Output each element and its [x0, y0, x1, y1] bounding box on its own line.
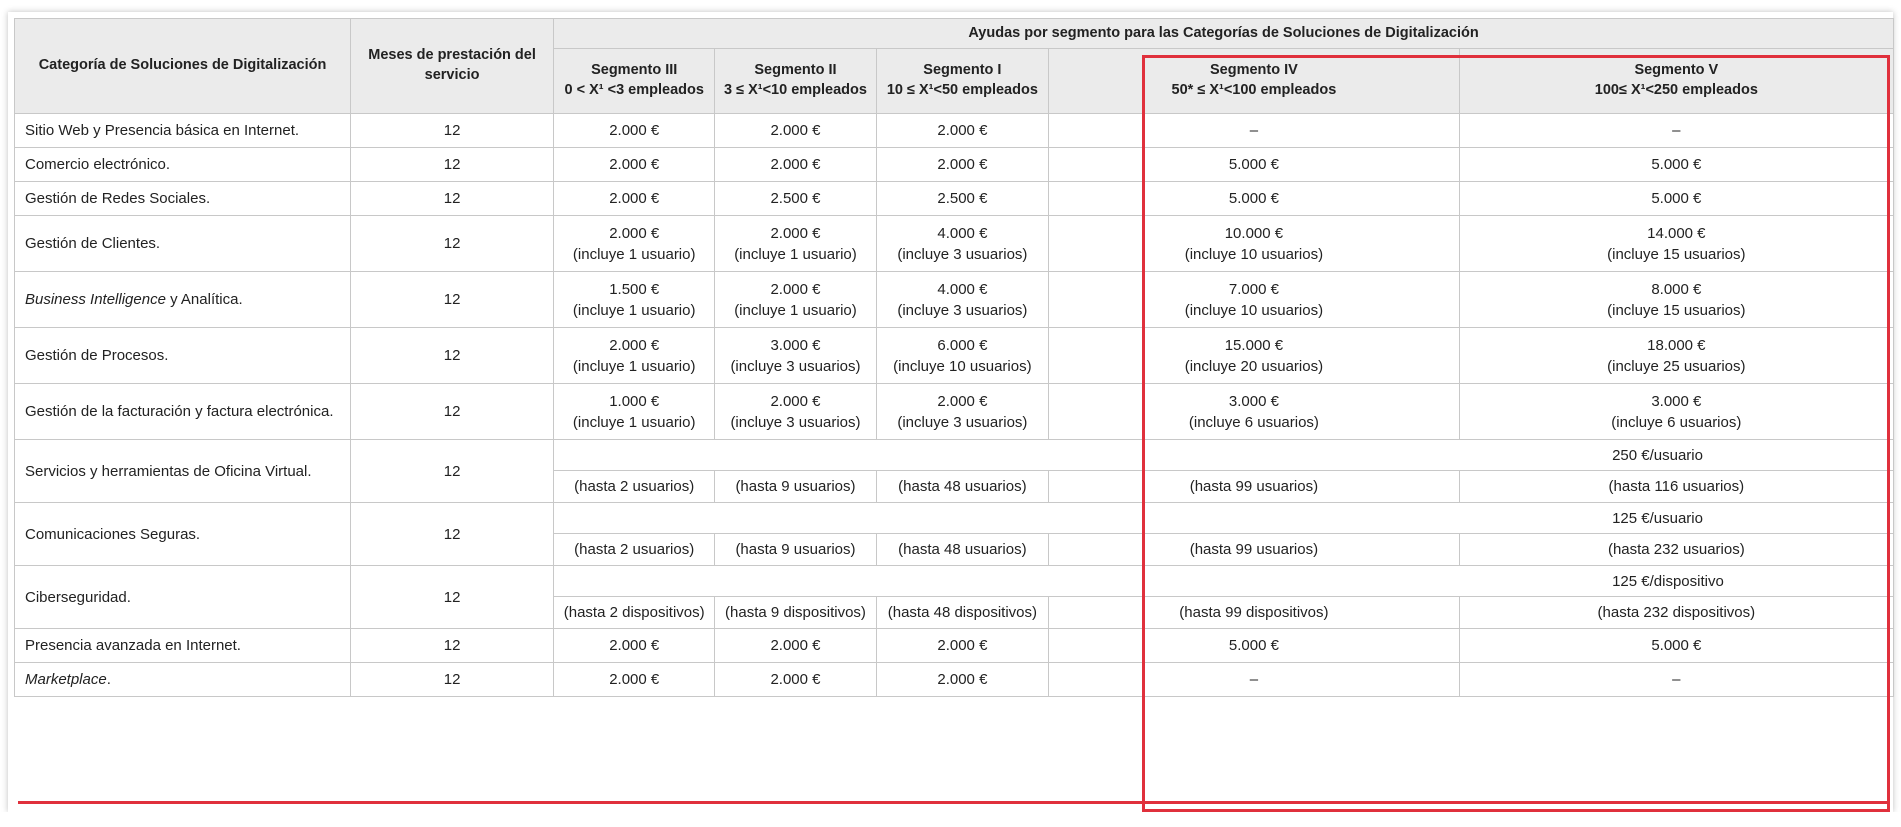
- segment-name: Segmento IV: [1210, 62, 1298, 79]
- segment-ii-cell: 2.000 €: [715, 663, 876, 697]
- includes-note: (incluye 3 usuarios): [730, 357, 861, 375]
- includes-note: (incluye 1 usuario): [734, 245, 857, 263]
- amount: 7.000 €: [1228, 280, 1279, 298]
- segment-v-cell: –: [1459, 114, 1893, 148]
- months-cell: 12: [351, 503, 554, 566]
- includes-note: (incluye 1 usuario): [734, 301, 857, 319]
- category-cell: [15, 663, 351, 697]
- segment-v-cell: (hasta 116 usuarios): [1459, 471, 1893, 503]
- segment-iv-cell: –: [1049, 663, 1460, 697]
- months-cell: 12: [351, 440, 554, 503]
- segment-iii-cell: 2.000 €: [554, 629, 715, 663]
- includes-note: (incluye 3 usuarios): [897, 413, 1028, 431]
- amount: 2.000 €: [937, 392, 988, 410]
- amount: 8.000 €: [1651, 280, 1702, 298]
- category-cell: Presencia avanzada en Internet.: [15, 629, 351, 663]
- segment-v-cell: [1459, 216, 1893, 272]
- segment-iii-cell: 2.000 €: [554, 114, 715, 148]
- segment-v-cell: [1459, 272, 1893, 328]
- amount: 18.000 €: [1647, 336, 1706, 354]
- segment-i-cell: 2.500 €: [876, 182, 1049, 216]
- segment-iv-cell: 5.000 €: [1049, 629, 1460, 663]
- segment-range: 100≤ X¹<250 empleados: [1594, 82, 1758, 98]
- segment-iii-cell: (hasta 2 dispositivos): [554, 597, 715, 629]
- amount: 2.000 €: [770, 280, 821, 298]
- amount: 2.000 €: [770, 392, 821, 410]
- amount: 3.000 €: [1651, 392, 1702, 410]
- shared-price: 125 €/usuario: [1612, 509, 1703, 527]
- segment-ii-cell: 2.000 €: [715, 629, 876, 663]
- includes-note: (incluye 3 usuarios): [730, 413, 861, 431]
- category-cell: [15, 272, 351, 328]
- amount: 4.000 €: [937, 224, 988, 242]
- includes-note: (incluye 20 usuarios): [1184, 357, 1324, 375]
- amount: 6.000 €: [937, 336, 988, 354]
- segment-i-cell: [876, 272, 1049, 328]
- table-row: [15, 629, 1894, 663]
- header-segment-group: Ayudas por segmento para las Categorías de Soluciones de Digitalización: [554, 19, 1894, 49]
- includes-note: (incluye 1 usuario): [572, 245, 696, 263]
- table-row: [15, 216, 1894, 272]
- segment-i-cell: (hasta 48 usuarios): [876, 534, 1049, 566]
- digitalization-aid-table: [14, 18, 1894, 697]
- months-cell: 12: [351, 272, 554, 328]
- segment-ii-cell: 2.000 €: [715, 148, 876, 182]
- includes-note: (incluye 10 usuarios): [1184, 301, 1324, 319]
- category-cell: Gestión de Clientes.: [15, 216, 351, 272]
- segment-iii-cell: 2.000 €: [554, 663, 715, 697]
- category-cell: Gestión de la facturación y factura electrónica.: [15, 384, 351, 440]
- segment-iv-cell: [1049, 328, 1460, 384]
- segment-ii-cell: (hasta 9 dispositivos): [715, 597, 876, 629]
- category-italic: Business Intelligence: [25, 291, 166, 308]
- segment-name: Segmento II: [754, 62, 837, 79]
- segment-iv-cell: [1049, 216, 1460, 272]
- segment-v-cell: 5.000 €: [1459, 182, 1893, 216]
- segment-v-cell: (hasta 232 usuarios): [1459, 534, 1893, 566]
- segment-i-cell: (hasta 48 dispositivos): [876, 597, 1049, 629]
- segment-iii-cell: 2.000 €: [554, 148, 715, 182]
- segment-iii-cell: [554, 384, 715, 440]
- amount: 3.000 €: [770, 336, 821, 354]
- amount: 2.000 €: [609, 224, 660, 242]
- segment-v-cell: 5.000 €: [1459, 148, 1893, 182]
- months-cell: 12: [351, 216, 554, 272]
- table-row: [15, 114, 1894, 148]
- segment-v-cell: (hasta 232 dispositivos): [1459, 597, 1893, 629]
- amount: 1.000 €: [609, 392, 660, 410]
- segment-v-cell: [1459, 384, 1893, 440]
- segment-i-cell: [876, 216, 1049, 272]
- months-cell: 12: [351, 566, 554, 629]
- segment-iii-cell: [554, 272, 715, 328]
- table-row: [15, 440, 1894, 471]
- category-cell: Gestión de Redes Sociales.: [15, 182, 351, 216]
- segment-name: Segmento I: [923, 62, 1002, 79]
- months-cell: 12: [351, 384, 554, 440]
- months-cell: 12: [351, 328, 554, 384]
- segment-ii-cell: [715, 384, 876, 440]
- months-cell: 12: [351, 663, 554, 697]
- includes-note: (incluye 6 usuarios): [1611, 413, 1742, 431]
- page-bottom-margin: [0, 812, 1901, 827]
- segment-ii-cell: [715, 272, 876, 328]
- header-months: Meses de prestación del servicio: [351, 19, 554, 114]
- amount: 2.000 €: [609, 336, 660, 354]
- header-segment-v: [1459, 49, 1893, 114]
- includes-note: (incluye 15 usuarios): [1607, 245, 1746, 263]
- segment-iii-cell: (hasta 2 usuarios): [554, 471, 715, 503]
- includes-note: (incluye 10 usuarios): [893, 357, 1032, 375]
- months-cell: 12: [351, 629, 554, 663]
- segment-iv-cell: 5.000 €: [1049, 182, 1460, 216]
- shared-price: 250 €/usuario: [1612, 446, 1703, 464]
- table-row: [15, 328, 1894, 384]
- header-segment-iv: [1049, 49, 1460, 114]
- category-cell: Gestión de Procesos.: [15, 328, 351, 384]
- segment-iv-cell: (hasta 99 dispositivos): [1049, 597, 1460, 629]
- includes-note: (incluye 1 usuario): [572, 413, 696, 431]
- includes-note: (incluye 10 usuarios): [1184, 245, 1324, 263]
- amount: 14.000 €: [1647, 224, 1706, 242]
- includes-note: (incluye 15 usuarios): [1607, 301, 1746, 319]
- includes-note: (incluye 25 usuarios): [1607, 357, 1746, 375]
- segment-iv-cell: –: [1049, 114, 1460, 148]
- segment-name: Segmento III: [591, 62, 678, 79]
- amount: 1.500 €: [609, 280, 660, 298]
- months-cell: 12: [351, 114, 554, 148]
- months-cell: 12: [351, 182, 554, 216]
- segment-range: 50* ≤ X¹<100 empleados: [1171, 82, 1337, 98]
- segment-ii-cell: 2.500 €: [715, 182, 876, 216]
- amount: 4.000 €: [937, 280, 988, 298]
- table-row: [15, 272, 1894, 328]
- category-cell: Comunicaciones Seguras.: [15, 503, 351, 566]
- includes-note: (incluye 1 usuario): [572, 301, 696, 319]
- segment-i-cell: 2.000 €: [876, 148, 1049, 182]
- segment-iii-cell: [554, 216, 715, 272]
- segment-ii-cell: [715, 216, 876, 272]
- table-row: [15, 148, 1894, 182]
- segment-iv-cell: (hasta 99 usuarios): [1049, 471, 1460, 503]
- table-row: [15, 503, 1894, 534]
- includes-note: (incluye 3 usuarios): [897, 245, 1028, 263]
- category-rest: .: [106, 671, 111, 688]
- category-rest: y Analítica.: [165, 291, 243, 308]
- segment-range: 10 ≤ X¹<50 empleados: [886, 82, 1038, 98]
- segment-i-cell: [876, 328, 1049, 384]
- amount: 10.000 €: [1224, 224, 1284, 242]
- segment-i-cell: 2.000 €: [876, 663, 1049, 697]
- includes-note: (incluye 6 usuarios): [1188, 413, 1319, 431]
- shared-price-cell: [554, 566, 1894, 597]
- category-cell: Comercio electrónico.: [15, 148, 351, 182]
- segment-i-cell: [876, 384, 1049, 440]
- segment-iv-cell: [1049, 384, 1460, 440]
- segment-iv-cell: (hasta 99 usuarios): [1049, 534, 1460, 566]
- segment-v-cell: 5.000 €: [1459, 629, 1893, 663]
- includes-note: (incluye 3 usuarios): [897, 301, 1028, 319]
- category-cell: Sitio Web y Presencia básica en Internet.: [15, 114, 351, 148]
- header-segment-iii: [554, 49, 715, 114]
- segment-ii-cell: 2.000 €: [715, 114, 876, 148]
- segment-iii-cell: (hasta 2 usuarios): [554, 534, 715, 566]
- category-cell: Ciberseguridad.: [15, 566, 351, 629]
- segment-name: Segmento V: [1634, 62, 1719, 79]
- category-italic: Marketplace: [25, 671, 107, 688]
- segment-ii-cell: (hasta 9 usuarios): [715, 471, 876, 503]
- table-row: [15, 663, 1894, 697]
- amount: 3.000 €: [1228, 392, 1279, 410]
- header-segment-i: [876, 49, 1049, 114]
- segment-range: 3 ≤ X¹<10 empleados: [723, 82, 867, 98]
- segment-v-cell: [1459, 328, 1893, 384]
- header-category: Categoría de Soluciones de Digitalización: [15, 19, 351, 114]
- header-segment-ii: [715, 49, 876, 114]
- segment-iv-cell: 5.000 €: [1049, 148, 1460, 182]
- segment-i-cell: 2.000 €: [876, 629, 1049, 663]
- shared-price-cell: [554, 503, 1894, 534]
- shared-price: 125 €/dispositivo: [1612, 572, 1724, 590]
- table-row: [15, 566, 1894, 597]
- includes-note: (incluye 1 usuario): [572, 357, 696, 375]
- shared-price-cell: [554, 440, 1894, 471]
- segment-iv-cell: [1049, 272, 1460, 328]
- amount: 2.000 €: [770, 224, 821, 242]
- segment-v-cell: –: [1459, 663, 1893, 697]
- table-row: [15, 182, 1894, 216]
- segment-i-cell: (hasta 48 usuarios): [876, 471, 1049, 503]
- amount: 15.000 €: [1224, 336, 1284, 354]
- segment-range: 0 < X¹ <3 empleados: [564, 82, 704, 98]
- segment-ii-cell: [715, 328, 876, 384]
- months-cell: 12: [351, 148, 554, 182]
- segment-ii-cell: (hasta 9 usuarios): [715, 534, 876, 566]
- segment-iii-cell: [554, 328, 715, 384]
- category-cell: Servicios y herramientas de Oficina Virtual.: [15, 440, 351, 503]
- segment-iii-cell: 2.000 €: [554, 182, 715, 216]
- segment-i-cell: 2.000 €: [876, 114, 1049, 148]
- table-row: [15, 384, 1894, 440]
